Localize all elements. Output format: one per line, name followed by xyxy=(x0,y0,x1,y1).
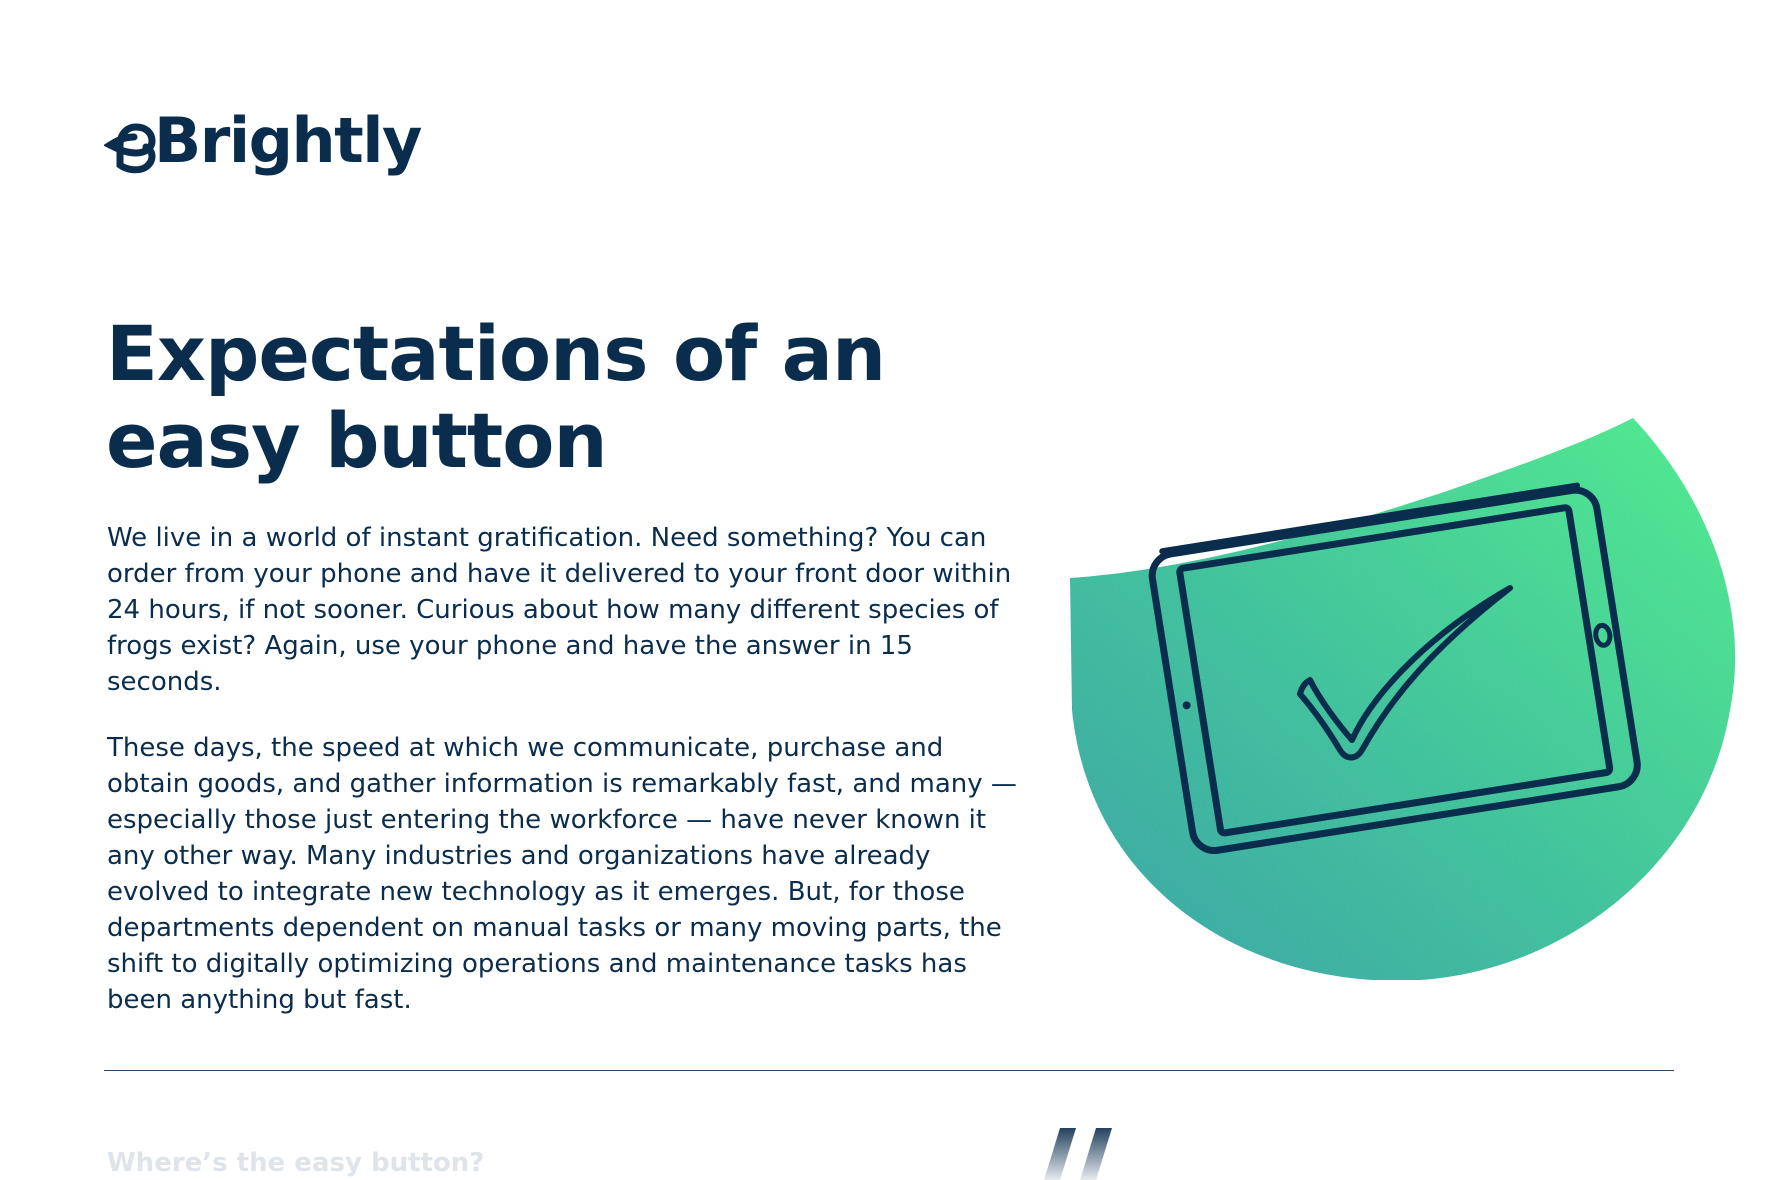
brightly-logo xyxy=(104,96,421,186)
page-title-line-1: Expectations of an xyxy=(106,309,886,398)
section-divider xyxy=(104,1070,1674,1071)
tablet-checkmark-icon xyxy=(1070,410,1740,980)
body-paragraph-2: These days, the speed at which we communicate, purchase and obtain goods, and gather information is remarkably fast, and many — especially those just entering the workforce — have never known it any other way. Many industries and organizations have already evolved to integrate new technology as it emerges. But, for those departments dependent on manual tasks or many moving parts, the shift to digitally optimizing operations and maintenance tasks has been anything but fast. xyxy=(107,733,1017,1015)
page-title xyxy=(106,310,1006,484)
next-section-heading: Where’s the easy button? xyxy=(107,1148,485,1178)
body-text xyxy=(107,520,1032,1048)
quotation-mark-icon xyxy=(1040,1128,1120,1180)
page-title-line-2: easy button xyxy=(106,396,607,485)
brightly-logo-mark-icon xyxy=(104,105,160,177)
logo-text: Brightly xyxy=(154,104,421,177)
body-paragraph-1: We live in a world of instant gratification. Need something? You can order from your phone and have it delivered to your front door within 24 hours, if not sooner. Curious about how many different species of frogs exist? Again, use your phone and have the answer in 15 seconds. xyxy=(107,523,1012,697)
